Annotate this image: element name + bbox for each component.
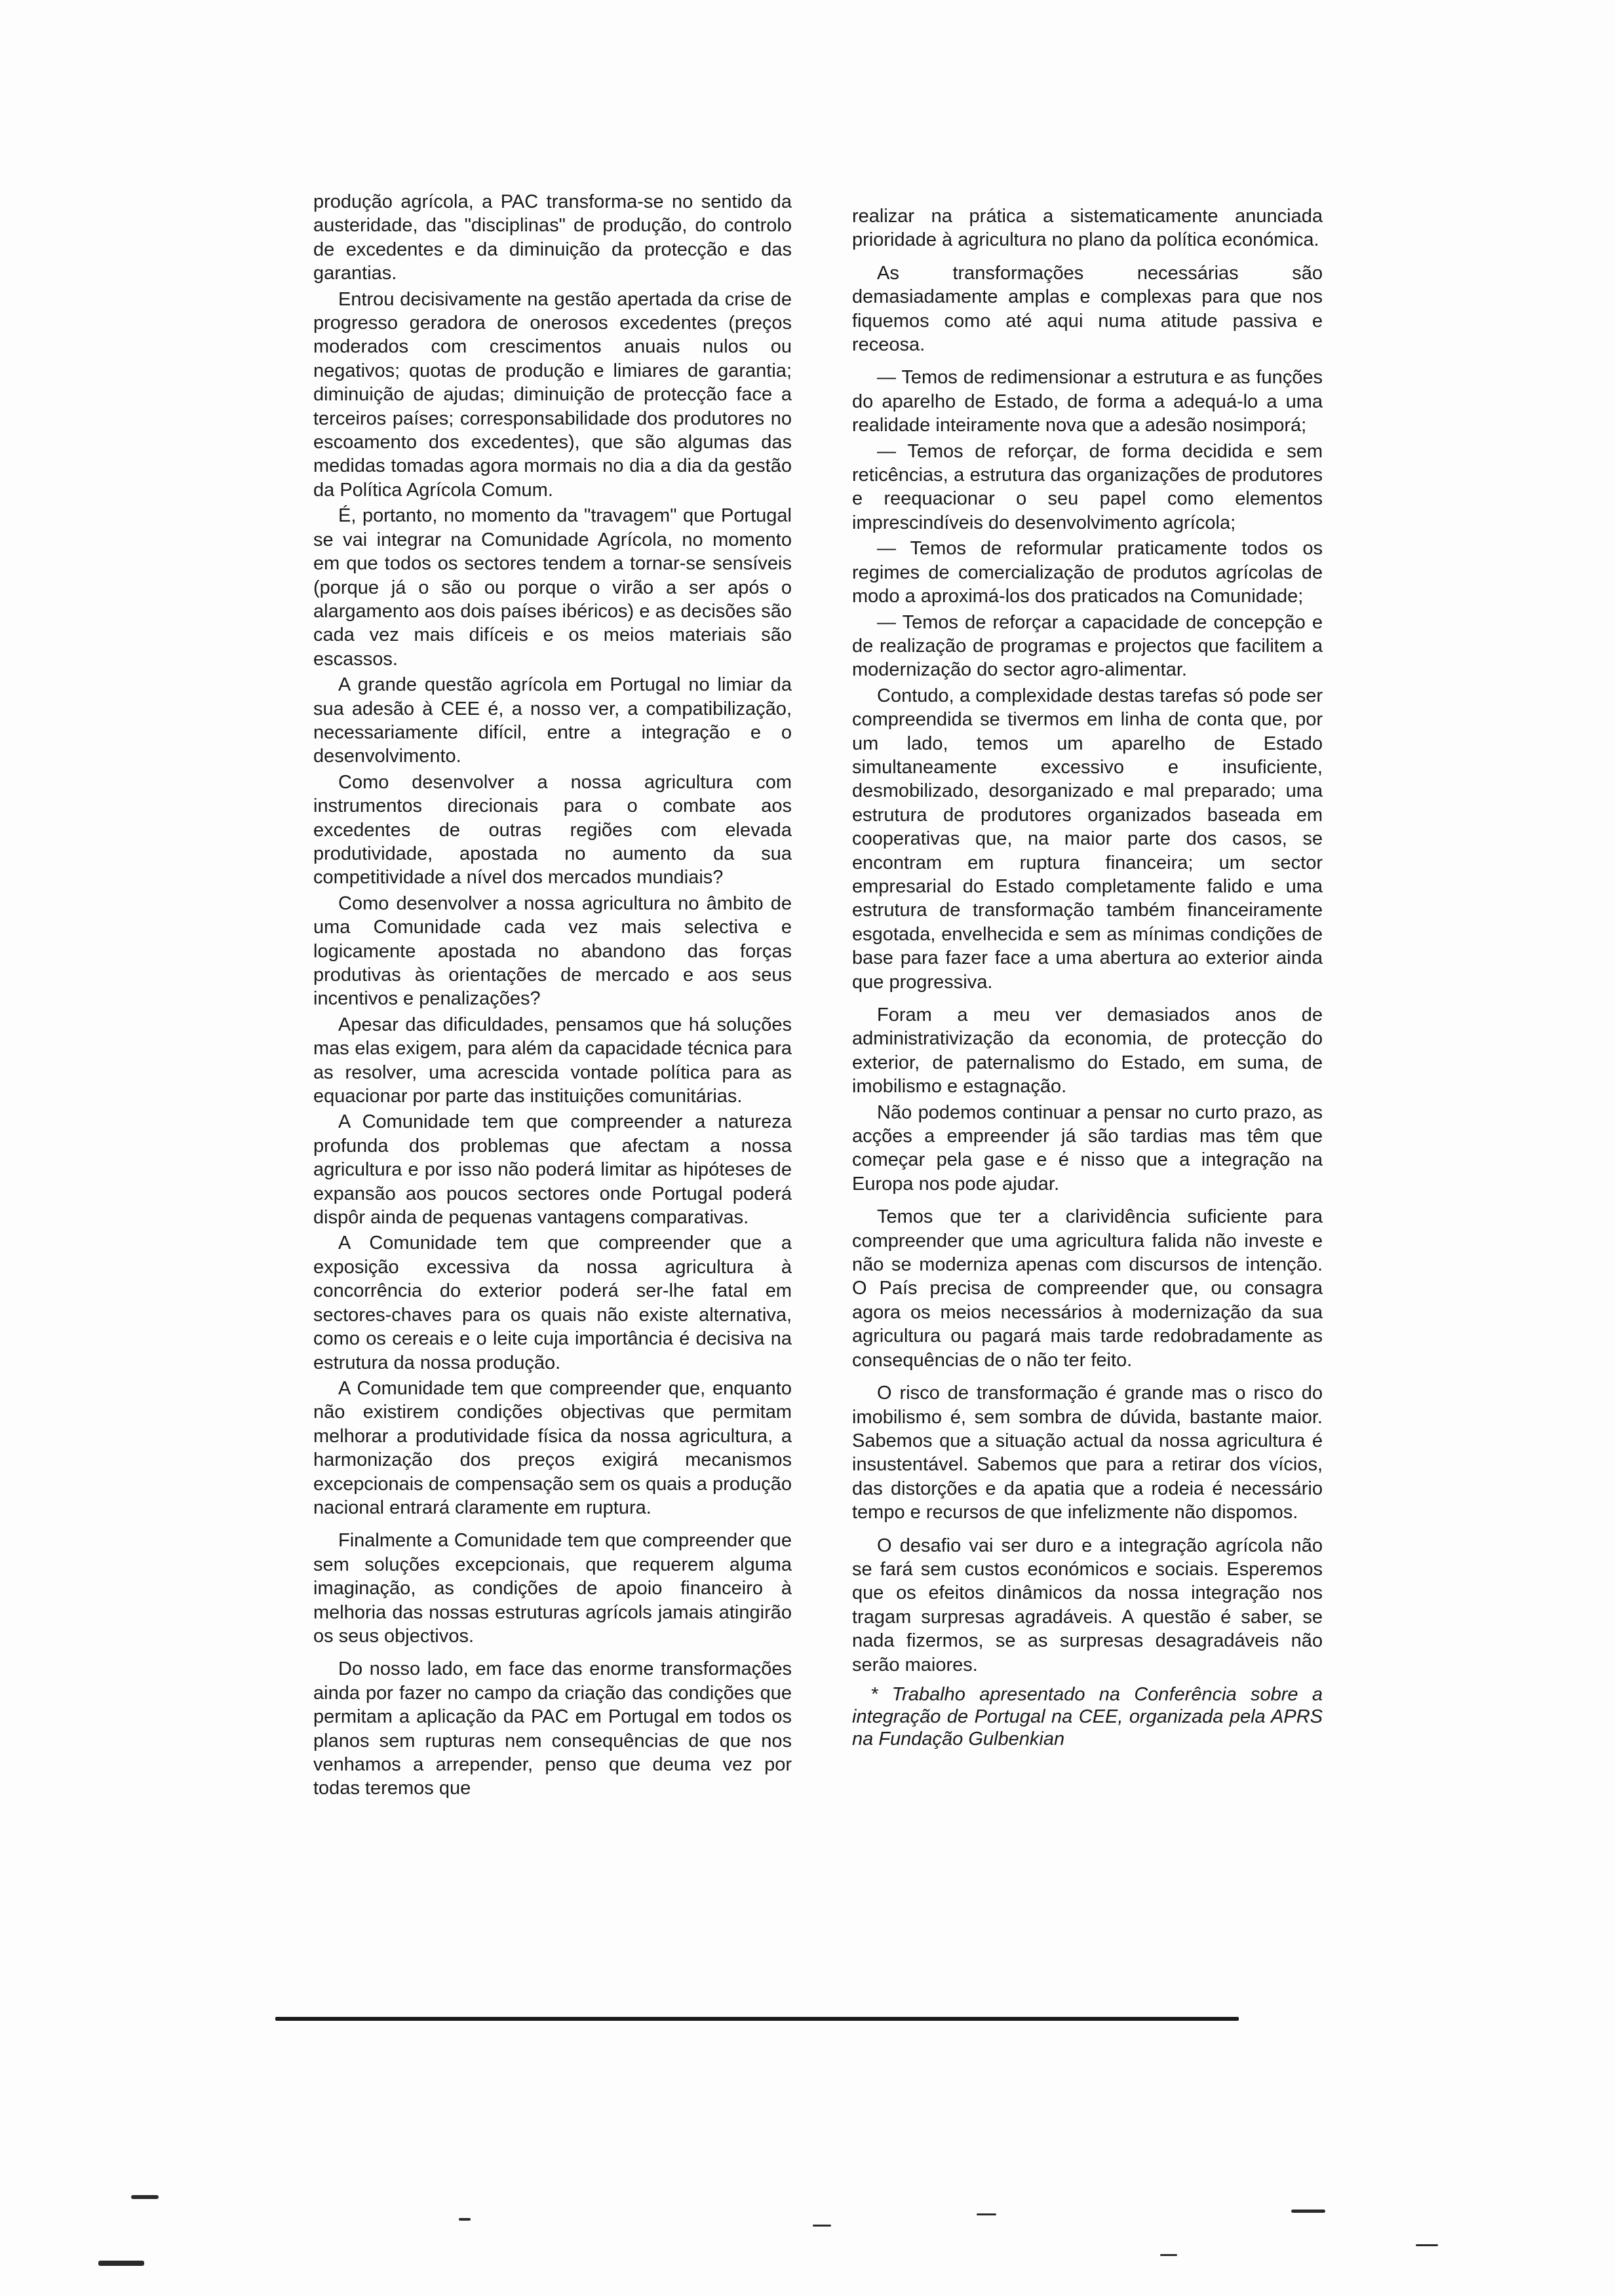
paragraph: A Comunidade tem que compreender que, enquanto não existirem condições objectivas que permitam melhorar a produtividade física da nossa agricultura, a harmonização dos preços exigirá mecanismos excepcionais de compensação sem os quais a produção nacional entrará claramente em ruptura.	[313, 1377, 792, 1518]
paragraph: Finalmente a Comunidade tem que compreender que sem soluções excepcionais, que requerem alguma imaginação, as condições de apoio financeiro à melhoria das nossas estruturas agrícols jamais atingirão os seus objectivos.	[313, 1530, 792, 1647]
paragraph: Contudo, a complexidade destas tarefas só pode ser compreendida se tivermos em linha de conta que, por um lado, temos um aparelho de Estado simultaneamente excessivo e insuficiente, desmobilizado, desorganizado e mal preparado; uma estrutura de produtores organizados baseada em cooperativas que, na maior parte dos casos, se encontram em ruptura financeira; um sector empresarial do Estado completamente falido e uma estrutura de transformação também financeiramente esgotada, envelhecida e sem as mínimas condições de base para fazer face a uma abertura ao exterior ainda que progressiva.	[852, 685, 1323, 993]
scan-speck	[977, 2213, 996, 2215]
paragraph: Foram a meu ver demasiados anos de administrativização da economia, de protecção do exterior, de paternalismo do Estado, em suma, de imobilismo e estagnação.	[852, 1004, 1323, 1098]
scan-speck	[1291, 2210, 1325, 2213]
list-item: — Temos de redimensionar a estrutura e as funções do aparelho de Estado, de forma a adequá-lo a uma realidade inteiramente nova que a adesão nosimporá;	[852, 367, 1323, 436]
scan-speck	[1160, 2254, 1177, 2256]
scan-speck	[98, 2261, 144, 2266]
list-item: — Temos de reformular praticamente todos os regimes de comercialização de produtos agrícolas de modo a aproximá-los dos praticados na Comunidade;	[852, 538, 1323, 607]
paragraph: realizar na prática a sistematicamente anunciada prioridade à agricultura no plano da política económica.	[852, 206, 1323, 251]
scan-speck	[131, 2195, 159, 2199]
paragraph: Entrou decisivamente na gestão apertada da crise de progresso geradora de onerosos excedentes (preços moderados com crescimentos anuais nulos ou negativos; quotas de produção e limiares de garantia; diminuição de ajudas; diminuição de protecção face a terceiros países; corresponsabilidade dos produtores no escoamento dos excedentes), que são algumas das medidas tomadas agora mormais no dia a dia da gestão da Política Agrícola Comum.	[313, 288, 792, 501]
paragraph: É, portanto, no momento da "travagem" que Portugal se vai integrar na Comunidade Agrícola, no momento em que todos os sectores tendem a tornar-se sensíveis (porque já o são ou porque o virão a ser após o alargamento aos dois países ibéricos) e as decisões são cada vez mais difíceis e os meios materiais são escassos.	[313, 505, 792, 670]
scan-speck	[459, 2218, 471, 2221]
paragraph: produção agrícola, a PAC transforma-se no sentido da austeridade, das "disciplinas" de produção, do controlo de excedentes e da diminuição da protecção e das garantias.	[313, 191, 792, 284]
paragraph: Apesar das dificuldades, pensamos que há soluções mas elas exigem, para além da capacidade técnica para as resolver, uma acrescida vontade política para as equacionar por parte das instituições comunitárias.	[313, 1014, 792, 1107]
left-column	[313, 190, 792, 1803]
paragraph: Como desenvolver a nossa agricultura com instrumentos direcionais para o combate aos excedentes de outras regiões com elevada produtividade, apostada no aumento da sua competitividade a nível dos mercados mundiais?	[313, 771, 792, 889]
paragraph: Do nosso lado, em face das enorme transformações ainda por fazer no campo da criação das condições que permitam a aplicação da PAC em Portugal em todos os planos sem rupturas nem consequências de que nos venhamos a arrepender, penso que deuma vez por todas teremos que	[313, 1658, 792, 1799]
footnote: * Trabalho apresentado na Conferência sobre a integração de Portugal na CEE, organizada pela APRS na Fundação Gulbenkian	[852, 1683, 1323, 1750]
paragraph: A grande questão agrícola em Portugal no limiar da sua adesão à CEE é, a nosso ver, a compatibilização, necessariamente difícil, entre a integração e o desenvolvimento.	[313, 674, 792, 767]
list-item: — Temos de reforçar a capacidade de concepção e de realização de programas e projectos que facilitem a modernização do sector agro-alimentar.	[852, 611, 1323, 681]
paragraph: A Comunidade tem que compreender a natureza profunda dos problemas que afectam a nossa agricultura e por isso não poderá limitar as hipóteses de expansão aos poucos sectores onde Portugal poderá dispôr ainda de pequenas vantagens comparativas.	[313, 1111, 792, 1229]
paragraph: Como desenvolver a nossa agricultura no âmbito de uma Comunidade cada vez mais selectiva e logicamente apostada no abandono das forças produtivas às orientações de mercado e aos seus incentivos e penalizações?	[313, 892, 792, 1010]
scan-speck	[1416, 2244, 1438, 2246]
list-item: — Temos de reforçar, de forma decidida e sem reticências, a estrutura das organizações de produtores e reequacionar o seu papel como elementos imprescindíveis do desenvolvimento agrícola;	[852, 440, 1323, 533]
right-column	[852, 190, 1323, 1752]
paragraph: As transformações necessárias são demasiadamente amplas e complexas para que nos fiquemos como até aqui numa atitude passiva e receosa.	[852, 262, 1323, 356]
paragraph: O risco de transformação é grande mas o risco do imobilismo é, sem sombra de dúvida, bastante maior. Sabemos que a situação actual da nossa agricultura é insustentável. Sabemos que para a retirar dos vícios, das distorções e da apatia que a rodeia é necessário tempo e recursos de que infelizmente não dispomos.	[852, 1383, 1323, 1523]
paragraph: A Comunidade tem que compreender que a exposição excessiva da nossa agricultura à concorrência do exterior poderá ser-lhe fatal em sectores-chaves para os quais não existe alternativa, como os cereais e o leite cuja importância é decisiva na estrutura da nossa produção.	[313, 1233, 792, 1373]
paragraph: Temos que ter a clarividência suficiente para compreender que uma agricultura falida não investe e não se moderniza apenas com discursos de intenção. O País precisa de compreender que, ou consagra agora os meios necessários à modernização da sua agricultura ou pagará mais tarde redobradamente as consequências de o não ter feito.	[852, 1206, 1323, 1371]
scan-speck	[813, 2225, 831, 2227]
paragraph: O desafio vai ser duro e a integração agrícola não se fará sem custos económicos e sociais. Esperemos que os efeitos dinâmicos da nossa integração nos tragam surpresas agradáveis. A questão é saber, se nada fizermos, se as surpresas desagradáveis não serão maiores.	[852, 1535, 1323, 1675]
paragraph: Não podemos continuar a pensar no curto prazo, as acções a empreender já são tardias mas têm que começar pela gase e é nisso que a integração na Europa nos pode ajudar.	[852, 1101, 1323, 1195]
horizontal-rule	[275, 2017, 1239, 2021]
